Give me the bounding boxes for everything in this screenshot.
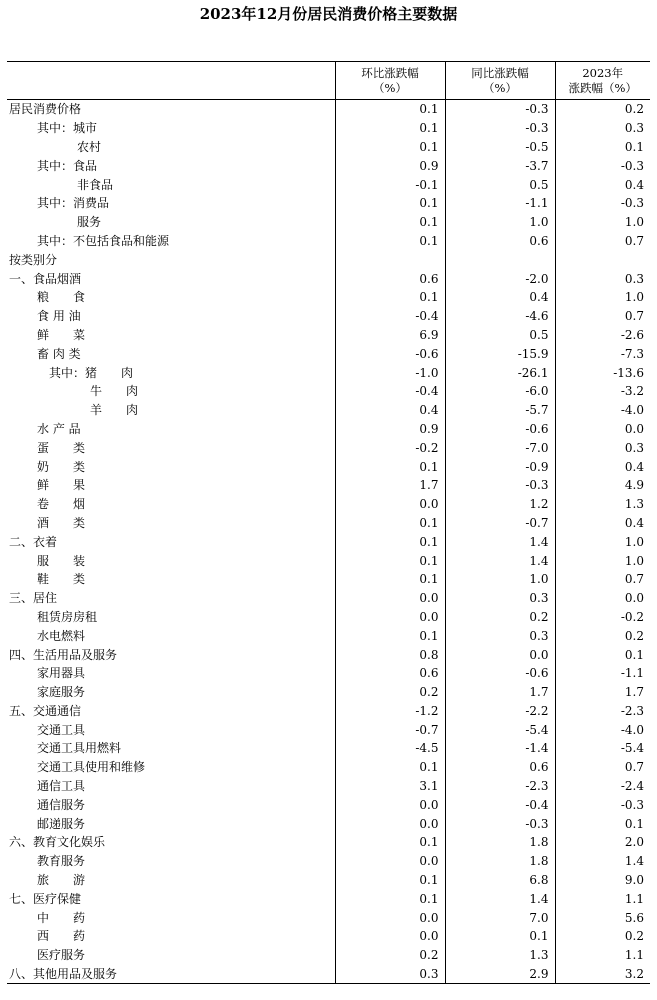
- value-year: 0.2: [555, 927, 650, 946]
- value-year: 0.7: [555, 570, 650, 589]
- row-label: 一、食品烟酒: [9, 271, 82, 286]
- value-year: 1.0: [555, 551, 650, 570]
- row-label-cell: [7, 965, 335, 984]
- table-row: [7, 589, 650, 608]
- value-yoy: [445, 250, 555, 269]
- row-label-cell: [7, 833, 335, 852]
- row-label: 五、交通通信: [9, 703, 82, 718]
- value-yoy: 0.3: [445, 589, 555, 608]
- header-item-column: [7, 62, 335, 100]
- value-mom: 0.2: [335, 683, 445, 702]
- row-label-cell: [7, 702, 335, 721]
- row-label: 租赁房房租: [37, 609, 98, 624]
- value-yoy: -0.7: [445, 514, 555, 533]
- table-row: [7, 683, 650, 702]
- row-label: 中 药: [37, 910, 86, 925]
- value-yoy: 0.6: [445, 232, 555, 251]
- value-year: 1.0: [555, 532, 650, 551]
- value-mom: 0.9: [335, 156, 445, 175]
- value-mom: 0.1: [335, 457, 445, 476]
- row-label-cell: [7, 288, 335, 307]
- table-row: [7, 382, 650, 401]
- value-year: 0.2: [555, 100, 650, 119]
- row-label: 家庭服务: [37, 685, 86, 700]
- value-year: 4.9: [555, 476, 650, 495]
- value-year: 2.0: [555, 833, 650, 852]
- table-row: [7, 100, 650, 119]
- row-label-cell: [7, 889, 335, 908]
- row-label-cell: [7, 476, 335, 495]
- table-row: [7, 344, 650, 363]
- table-row: [7, 908, 650, 927]
- table-row: [7, 438, 650, 457]
- table-row: [7, 795, 650, 814]
- value-year: 1.1: [555, 946, 650, 965]
- table-row: [7, 420, 650, 439]
- row-label-cell: [7, 138, 335, 157]
- value-yoy: -2.0: [445, 269, 555, 288]
- value-year: -7.3: [555, 344, 650, 363]
- value-mom: 0.9: [335, 420, 445, 439]
- value-mom: -1.0: [335, 363, 445, 382]
- value-year: 0.3: [555, 119, 650, 138]
- table-row: [7, 495, 650, 514]
- row-label-cell: [7, 457, 335, 476]
- table-row: [7, 965, 650, 984]
- table-row: [7, 269, 650, 288]
- value-yoy: 7.0: [445, 908, 555, 927]
- value-mom: 0.1: [335, 100, 445, 119]
- value-yoy: -6.0: [445, 382, 555, 401]
- value-mom: 0.6: [335, 269, 445, 288]
- row-label: 蛋 类: [37, 440, 86, 455]
- value-mom: 0.0: [335, 908, 445, 927]
- page-title: 2023年12月份居民消费价格主要数据: [199, 5, 458, 23]
- table-row: [7, 570, 650, 589]
- value-mom: 0.1: [335, 194, 445, 213]
- row-label: 教育服务: [37, 854, 86, 869]
- row-label-cell: [7, 852, 335, 871]
- table-row: [7, 307, 650, 326]
- table-row: [7, 457, 650, 476]
- value-mom: 0.0: [335, 608, 445, 627]
- row-label-cell: [7, 119, 335, 138]
- row-label-cell: [7, 626, 335, 645]
- value-year: -5.4: [555, 739, 650, 758]
- value-yoy: -0.3: [445, 100, 555, 119]
- value-mom: 0.1: [335, 626, 445, 645]
- row-label: 粮 食: [37, 290, 86, 305]
- value-mom: 0.0: [335, 589, 445, 608]
- row-label-cell: [7, 326, 335, 345]
- row-label-cell: [7, 683, 335, 702]
- value-yoy: -1.1: [445, 194, 555, 213]
- header-yoy: [445, 62, 555, 100]
- value-yoy: -0.4: [445, 795, 555, 814]
- header-year-line2: 涨跌幅（%）: [568, 80, 637, 95]
- row-label: 按类别分: [9, 252, 58, 267]
- table-row: [7, 720, 650, 739]
- value-year: -0.3: [555, 156, 650, 175]
- value-yoy: -2.3: [445, 777, 555, 796]
- value-mom: 3.1: [335, 777, 445, 796]
- value-yoy: -4.6: [445, 307, 555, 326]
- row-label: 西 药: [37, 929, 86, 944]
- value-yoy: -0.5: [445, 138, 555, 157]
- table-row: [7, 288, 650, 307]
- value-year: 9.0: [555, 871, 650, 890]
- value-mom: 0.0: [335, 814, 445, 833]
- table-row: [7, 250, 650, 269]
- value-year: 3.2: [555, 965, 650, 984]
- row-label-cell: [7, 100, 335, 119]
- table-row: [7, 326, 650, 345]
- value-year: 0.0: [555, 589, 650, 608]
- row-label: 交通工具用燃料: [37, 741, 122, 756]
- value-year: 0.2: [555, 626, 650, 645]
- value-yoy: 1.4: [445, 889, 555, 908]
- value-yoy: 2.9: [445, 965, 555, 984]
- row-label: 酒 类: [37, 515, 86, 530]
- value-mom: 0.0: [335, 927, 445, 946]
- row-label: 其中：食品: [37, 158, 98, 173]
- row-label: 服务: [77, 215, 102, 230]
- value-yoy: 1.0: [445, 213, 555, 232]
- value-mom: [335, 250, 445, 269]
- value-mom: 0.0: [335, 795, 445, 814]
- value-year: 1.7: [555, 683, 650, 702]
- table-row: [7, 213, 650, 232]
- header-mom-line1: 环比涨跌幅: [361, 65, 419, 80]
- value-yoy: -0.3: [445, 814, 555, 833]
- row-label-cell: [7, 194, 335, 213]
- row-label: 交通工具: [37, 722, 86, 737]
- value-mom: 0.1: [335, 138, 445, 157]
- table-row: [7, 363, 650, 382]
- row-label: 其中：不包括食品和能源: [37, 233, 170, 248]
- value-yoy: 1.4: [445, 532, 555, 551]
- value-mom: -4.5: [335, 739, 445, 758]
- row-label: 服 装: [37, 553, 86, 568]
- row-label: 居民消费价格: [9, 102, 82, 117]
- value-year: 0.4: [555, 457, 650, 476]
- row-label: 八、其他用品及服务: [9, 967, 118, 982]
- value-mom: 6.9: [335, 326, 445, 345]
- row-label-cell: [7, 927, 335, 946]
- row-label-cell: [7, 269, 335, 288]
- value-yoy: -5.7: [445, 401, 555, 420]
- row-label: 畜 肉 类: [37, 346, 81, 361]
- table-row: [7, 814, 650, 833]
- value-year: -3.2: [555, 382, 650, 401]
- header-yoy-line2: （%）: [483, 80, 517, 95]
- row-label: 鲜 菜: [37, 327, 86, 342]
- value-mom: 0.8: [335, 645, 445, 664]
- value-yoy: -0.6: [445, 664, 555, 683]
- value-mom: 0.1: [335, 119, 445, 138]
- value-year: 1.3: [555, 495, 650, 514]
- row-label-cell: [7, 401, 335, 420]
- row-label-cell: [7, 495, 335, 514]
- value-yoy: -0.3: [445, 119, 555, 138]
- row-label: 家用器具: [37, 666, 86, 681]
- row-label: 其中：城市: [37, 121, 98, 136]
- value-yoy: -0.9: [445, 457, 555, 476]
- value-mom: -0.4: [335, 382, 445, 401]
- value-year: -13.6: [555, 363, 650, 382]
- table-row: [7, 664, 650, 683]
- table-row: [7, 551, 650, 570]
- value-mom: 0.1: [335, 213, 445, 232]
- table-body: [7, 100, 650, 984]
- row-label-cell: [7, 871, 335, 890]
- value-yoy: 1.4: [445, 551, 555, 570]
- value-year: [555, 250, 650, 269]
- row-label: 水电燃料: [37, 628, 86, 643]
- row-label-cell: [7, 720, 335, 739]
- value-mom: 0.3: [335, 965, 445, 984]
- row-label-cell: [7, 608, 335, 627]
- value-mom: 0.1: [335, 833, 445, 852]
- value-mom: 0.1: [335, 288, 445, 307]
- value-year: -4.0: [555, 720, 650, 739]
- value-year: -2.4: [555, 777, 650, 796]
- value-yoy: 0.2: [445, 608, 555, 627]
- header-year: [555, 62, 650, 100]
- row-label: 四、生活用品及服务: [9, 647, 118, 662]
- value-year: 1.0: [555, 213, 650, 232]
- value-mom: -0.2: [335, 438, 445, 457]
- value-yoy: 0.1: [445, 927, 555, 946]
- table-row: [7, 156, 650, 175]
- row-label-cell: [7, 758, 335, 777]
- row-label: 食 用 油: [37, 309, 81, 324]
- value-yoy: 0.0: [445, 645, 555, 664]
- value-year: 0.1: [555, 645, 650, 664]
- row-label: 邮递服务: [37, 816, 86, 831]
- table-row: [7, 175, 650, 194]
- row-label-cell: [7, 589, 335, 608]
- table-row: [7, 232, 650, 251]
- table-row: [7, 476, 650, 495]
- row-label: 七、医疗保健: [9, 891, 82, 906]
- value-mom: 0.1: [335, 871, 445, 890]
- value-mom: 0.1: [335, 514, 445, 533]
- row-label-cell: [7, 532, 335, 551]
- row-label-cell: [7, 438, 335, 457]
- value-year: 0.3: [555, 269, 650, 288]
- table-header-row: [7, 62, 650, 100]
- value-year: -0.2: [555, 608, 650, 627]
- table-row: [7, 194, 650, 213]
- value-mom: 0.1: [335, 232, 445, 251]
- value-mom: 0.4: [335, 401, 445, 420]
- row-label: 通信服务: [37, 797, 86, 812]
- table-row: [7, 739, 650, 758]
- value-year: 0.1: [555, 814, 650, 833]
- row-label: 羊 肉: [90, 403, 139, 418]
- value-year: 0.0: [555, 420, 650, 439]
- row-label-cell: [7, 946, 335, 965]
- value-year: 0.1: [555, 138, 650, 157]
- row-label-cell: [7, 363, 335, 382]
- value-mom: -0.7: [335, 720, 445, 739]
- row-label: 奶 类: [37, 459, 86, 474]
- row-label-cell: [7, 795, 335, 814]
- value-yoy: -0.3: [445, 476, 555, 495]
- value-year: -0.3: [555, 795, 650, 814]
- value-year: -0.3: [555, 194, 650, 213]
- cpi-table: [7, 61, 650, 984]
- value-yoy: 1.3: [445, 946, 555, 965]
- value-mom: -0.6: [335, 344, 445, 363]
- row-label: 卷 烟: [37, 497, 86, 512]
- value-year: 1.0: [555, 288, 650, 307]
- value-mom: -1.2: [335, 702, 445, 721]
- row-label-cell: [7, 645, 335, 664]
- value-yoy: 1.8: [445, 833, 555, 852]
- row-label: 牛 肉: [90, 384, 139, 399]
- table-row: [7, 645, 650, 664]
- value-yoy: 0.5: [445, 175, 555, 194]
- value-yoy: 0.6: [445, 758, 555, 777]
- row-label: 三、居住: [9, 591, 58, 606]
- value-yoy: -0.6: [445, 420, 555, 439]
- value-yoy: 1.0: [445, 570, 555, 589]
- row-label: 二、衣着: [9, 534, 58, 549]
- value-mom: 0.0: [335, 495, 445, 514]
- value-year: 5.6: [555, 908, 650, 927]
- value-yoy: -2.2: [445, 702, 555, 721]
- row-label: 交通工具使用和维修: [37, 760, 146, 775]
- row-label: 其中：消费品: [37, 196, 110, 211]
- table-row: [7, 626, 650, 645]
- value-yoy: 1.7: [445, 683, 555, 702]
- table-row: [7, 702, 650, 721]
- row-label-cell: [7, 570, 335, 589]
- row-label: 鲜 果: [37, 478, 86, 493]
- value-year: 0.7: [555, 232, 650, 251]
- value-mom: 0.0: [335, 852, 445, 871]
- value-year: 0.4: [555, 514, 650, 533]
- row-label-cell: [7, 382, 335, 401]
- table-row: [7, 119, 650, 138]
- value-mom: 0.1: [335, 889, 445, 908]
- value-yoy: 0.5: [445, 326, 555, 345]
- header-mom: [335, 62, 445, 100]
- table-row: [7, 927, 650, 946]
- row-label-cell: [7, 250, 335, 269]
- value-year: 1.4: [555, 852, 650, 871]
- row-label-cell: [7, 514, 335, 533]
- row-label-cell: [7, 307, 335, 326]
- value-yoy: -15.9: [445, 344, 555, 363]
- value-mom: 0.2: [335, 946, 445, 965]
- value-mom: 0.1: [335, 551, 445, 570]
- row-label-cell: [7, 344, 335, 363]
- table-row: [7, 889, 650, 908]
- value-mom: 1.7: [335, 476, 445, 495]
- table-row: [7, 946, 650, 965]
- value-yoy: 1.8: [445, 852, 555, 871]
- table-row: [7, 401, 650, 420]
- value-yoy: -3.7: [445, 156, 555, 175]
- row-label-cell: [7, 777, 335, 796]
- value-year: 1.1: [555, 889, 650, 908]
- value-mom: 0.6: [335, 664, 445, 683]
- table-row: [7, 852, 650, 871]
- value-yoy: -26.1: [445, 363, 555, 382]
- value-year: -4.0: [555, 401, 650, 420]
- row-label: 其中：猪 肉: [49, 365, 134, 380]
- value-year: -2.6: [555, 326, 650, 345]
- row-label-cell: [7, 232, 335, 251]
- row-label: 六、教育文化娱乐: [9, 835, 106, 850]
- value-yoy: -1.4: [445, 739, 555, 758]
- value-year: -1.1: [555, 664, 650, 683]
- table-row: [7, 532, 650, 551]
- table-row: [7, 758, 650, 777]
- value-year: 0.3: [555, 438, 650, 457]
- row-label: 医疗服务: [37, 948, 86, 963]
- table-row: [7, 608, 650, 627]
- row-label: 旅 游: [37, 873, 86, 888]
- value-yoy: 0.3: [445, 626, 555, 645]
- row-label-cell: [7, 420, 335, 439]
- row-label-cell: [7, 664, 335, 683]
- row-label-cell: [7, 175, 335, 194]
- row-label-cell: [7, 814, 335, 833]
- table-row: [7, 777, 650, 796]
- value-mom: -0.4: [335, 307, 445, 326]
- table-row: [7, 138, 650, 157]
- table-row: [7, 833, 650, 852]
- value-yoy: 1.2: [445, 495, 555, 514]
- row-label-cell: [7, 739, 335, 758]
- row-label-cell: [7, 156, 335, 175]
- value-year: 0.4: [555, 175, 650, 194]
- row-label-cell: [7, 551, 335, 570]
- value-year: 0.7: [555, 758, 650, 777]
- value-yoy: -7.0: [445, 438, 555, 457]
- row-label: 水 产 品: [37, 421, 81, 436]
- value-yoy: -5.4: [445, 720, 555, 739]
- value-mom: 0.1: [335, 570, 445, 589]
- row-label-cell: [7, 213, 335, 232]
- value-year: 0.7: [555, 307, 650, 326]
- row-label: 通信工具: [37, 779, 86, 794]
- header-year-line1: 2023年: [582, 65, 624, 80]
- value-yoy: 0.4: [445, 288, 555, 307]
- row-label: 鞋 类: [37, 572, 86, 587]
- value-mom: 0.1: [335, 758, 445, 777]
- table-row: [7, 514, 650, 533]
- table-row: [7, 871, 650, 890]
- value-yoy: 6.8: [445, 871, 555, 890]
- row-label: 农村: [77, 139, 102, 154]
- row-label: 非食品: [77, 177, 114, 192]
- row-label-cell: [7, 908, 335, 927]
- value-mom: 0.1: [335, 532, 445, 551]
- header-yoy-line1: 同比涨跌幅: [471, 65, 529, 80]
- value-mom: -0.1: [335, 175, 445, 194]
- value-year: -2.3: [555, 702, 650, 721]
- header-mom-line2: （%）: [373, 80, 407, 95]
